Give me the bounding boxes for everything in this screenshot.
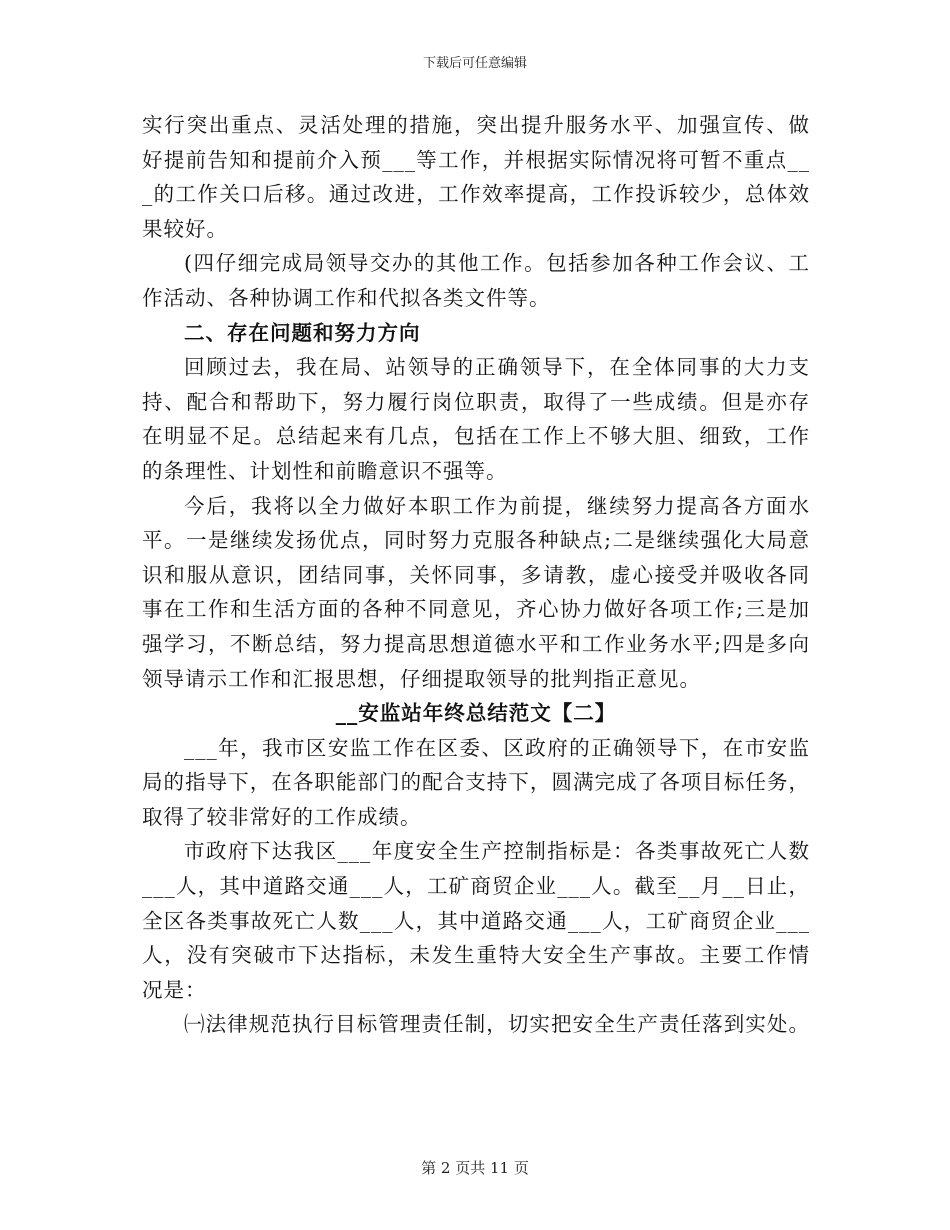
paragraph-line: 平。一是继续发扬优点，同时努力克服各种缺点;二是继续强化大局意 (142, 528, 810, 553)
paragraph-line: 领导请示工作和汇报思想，仔细提取领导的批判指正意见。 (142, 666, 701, 691)
paragraph-line: 识和服从意识，团结同事，关怀同事，多请教，虚心接受并吸收各同 (142, 562, 810, 587)
paragraph-line: ___人，其中道路交通___人，工矿商贸企业___人。截至__月__日止， (142, 874, 810, 899)
paragraph-line: (四仔细完成局领导交办的其他工作。包括参加各种工作会议、工 (184, 251, 810, 276)
paragraph-line: 好提前告知和提前介入预___等工作，并根据实际情况将可暂不重点__ (142, 147, 810, 172)
section-title: __安监站年终总结范文【二】 (335, 701, 617, 726)
paragraph-line: _的工作关口后移。通过改进，工作效率提高，工作投诉较少，总体效 (142, 182, 810, 207)
section-heading: 二、存在问题和努力方向 (184, 320, 421, 345)
page-footer: 第 2 页共 11 页 (421, 1159, 529, 1177)
paragraph-line: 况是： (142, 977, 207, 1002)
paragraph-line: 人，没有突破市下达指标，未发生重特大安全生产事故。主要工作情 (142, 943, 810, 968)
paragraph-line: 强学习，不断总结，努力提高思想道德水平和工作业务水平;四是多向 (142, 631, 810, 656)
paragraph-line: 在明显不足。总结起来有几点，包括在工作上不够大胆、细致，工作 (142, 424, 810, 449)
paragraph-line: 实行突出重点、灵活处理的措施，突出提升服务水平、加强宣传、做 (142, 113, 810, 137)
paragraph-line: 回顾过去，我在局、站领导的正确领导下，在全体同事的大力支 (184, 355, 810, 380)
paragraph-line: 局的指导下，在各职能部门的配合支持下，圆满完成了各项目标任务， (142, 770, 810, 795)
paragraph-line: 果较好。 (142, 216, 228, 241)
paragraph-line: 今后，我将以全力做好本职工作为前提，继续努力提高各方面水 (184, 493, 810, 518)
paragraph-line: 事在工作和生活方面的各种不同意见，齐心协力做好各项工作;三是加 (142, 597, 810, 622)
document-body (142, 108, 810, 1042)
paragraph-line: 作活动、各种协调工作和代拟各类文件等。 (142, 285, 551, 310)
paragraph-line: 取得了较非常好的工作成绩。 (142, 804, 422, 829)
paragraph-line: 全区各类事故死亡人数___人，其中道路交通___人，工矿商贸企业___ (142, 908, 810, 933)
paragraph-line: 市政府下达我区___年度安全生产控制指标是：各类事故死亡人数 (184, 839, 810, 864)
paragraph-line: ㈠法律规范执行目标管理责任制，切实把安全生产责任落到实处。 (184, 1012, 810, 1037)
paragraph-line: ___年，我市区安监工作在区委、区政府的正确领导下，在市安监 (184, 735, 810, 760)
paragraph-line: 的条理性、计划性和前瞻意识不强等。 (142, 458, 508, 483)
paragraph-line: 持、配合和帮助下，努力履行岗位职责，取得了一些成绩。但是亦存 (142, 389, 810, 414)
page-header: 下载后可任意编辑 (422, 56, 527, 71)
